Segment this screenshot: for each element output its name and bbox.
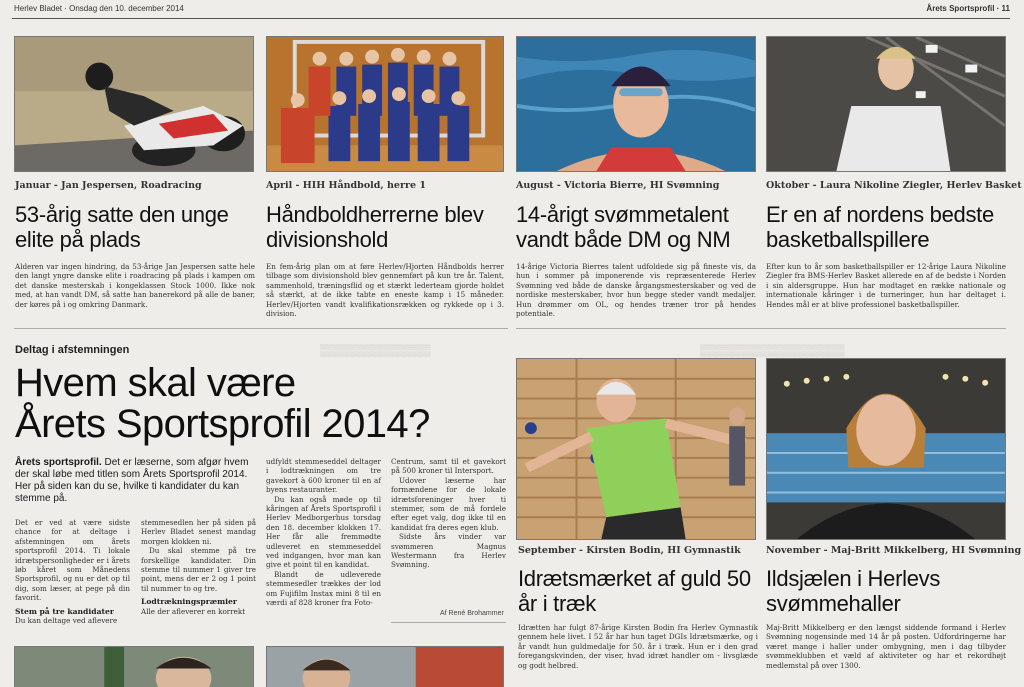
main-title-line1: Hvem skal være [15,361,296,405]
col4-para3: Sidste års vinder var svømmeren Magnus Westermann fra Herlev Svømning. [391,532,506,570]
col4-para: Centrum, samt til et gavekort på 500 kroner til Intersport. [391,457,506,476]
byline-rule [391,622,506,623]
main-col4 [391,457,506,570]
byline: Af René Brohammer [440,610,504,617]
col1-para: Det er ved at være sidste chance for at deltage i afstemningen om årets sportsprofil 2014. Ti lokale idrætspersonligheder er i årets løb kåret som Månedens Sportsprofil, og nu er det op til dig, som læser, at pege på din favorit. [15,518,130,603]
caption-april: April - HIH Håndbold, herre 1 [266,180,426,191]
photo-swim-chairwoman [766,358,1006,540]
lead-rest: Det er læserne, som afgør hvem der skal løbe med titlen som Årets Sportsprofil 2014. Her på siden kan du se, hvilke ti kandidater du kan stemme på. [15,457,249,504]
photo-gymnast [516,358,756,540]
headline-januar: 53-årig satte den unge elite på plads [15,202,229,252]
body-august: 14-årige Victoria Bierres talent udfoldede sig på fineste vis, da hun i sommer på imponerende vis repræsenterede Herlev Svømning ved både de danske årgangsmesterskaber og ved de nordiske mesterskaber, hvor hun begge steder vandt medaljer. Hun drømmer om OL, og hendes træner tror på hendes potentiale. [516,262,756,319]
headline-august: 14-årigt svømmetalent vandt både DM og NM [516,202,731,252]
col2-para: stemmesedlen her på siden på Herlev Bladet senest mandag morgen klokken ni. [141,518,256,546]
body-november: Maj-Britt Mikkelberg er den længst siddende formand i Herlev Svømning nogensinde med 14 år på posten. Udfordringerne har været mange i haller under ombygning, men i dag tilbyder svømmeklubben et væld af aktiviteter og har et rekordhøjt medlemstal på over 1300. [766,623,1006,670]
headline-april: Håndboldherrerne blev divisionshold [266,202,484,252]
page-header-right: Årets Sportsprofil · 11 [926,4,1010,13]
col2-subheading: Lodtrækningspræmier [141,597,237,607]
header-rule [12,18,1010,19]
photo-basketball-player [766,36,1006,172]
col2-para2: Du skal stemme på tre forskellige kandidater. Din stemme til nummer 1 giver tre point, mens der er 2 og 1 point til nummer to og tre. [141,546,256,593]
caption-oktober: Oktober - Laura Nikoline Ziegler, Herlev Basket [766,180,1022,191]
headline-november: Ildsjælen i Herlevs svømmehaller [766,566,941,616]
main-col2 [141,518,256,616]
col3-para2: Du kan også møde op til kåringen af Årets Sportsprofil i Herlev Medborgerhus torsdag den 18. december klokken 17. Her får alle fremmødte udleveret en stemmeseddel ved indgangen, hvor man kan give et point til en kandidat. [266,494,381,570]
main-col1 [15,518,130,625]
body-oktober: Efter kun to år som basketballspiller er 12-årige Laura Nikoline Ziegler fra BMS-Herlev Basket allerede en af de bedste i Norden i sin aldersgruppe. Hun har modtaget en række nationale og internationale kåringer i de turneringer, hun har deltaget i. Hendes mål er at blive professionel basketballspiller. [766,262,1006,309]
caption-september: September - Kirsten Bodin, HI Gymnastik [518,545,741,556]
bleed-through-text: ▒▒▒▒▒▒▒▒▒▒▒▒▒ [320,344,431,358]
lead-bold: Årets sportsprofil. [15,457,102,468]
col1-subheading: Stem på tre kandidater [15,606,114,616]
body-september: Idrætten har fulgt 87-årige Kirsten Bodin fra Herlev Gymnastik gennem hele livet. I 52 år har hun taget DGIs Idrætsmærke, og i år vandt hun guldmedalje for 50. år i træk. Hun er i den grad foregangskvinden, der viser, hvad idræt handler om - livsglæde og godt helbred. [518,623,758,670]
caption-august: August - Victoria Bierre, HI Svømning [516,180,720,191]
body-januar: Alderen var ingen hindring, da 53-årige Jan Jespersen satte hele den langt yngre danske elite i roadracing på plads i kampen om det danske mesterskab i kongeklassen Stock 1000. Ikke nok med, at han vandt DM, så satte han banerekord på alle de baner, der køres på i og omkring Danmark. [15,262,255,309]
bleed-through-text-right: ▒▒▒▒▒▒▒▒▒▒▒▒▒▒▒▒▒ [700,344,845,358]
caption-november: November - Maj-Britt Mikkelberg, HI Svømning [766,545,1022,556]
photo-swimmer [516,36,756,172]
section-rule-right [516,328,1006,329]
col4-para2: Udover læserne har formændene for de lokale idrætsforeninger hver ti stemmer, som de må fordele efter eget valg, dog ikke til en kandidat fra deres egen klub. [391,475,506,532]
col2-tail: Alle der afleverer en korrekt [141,606,246,616]
page-header-left: Herlev Bladet · Onsdag den 10. december 2014 [14,4,184,13]
col1-tail: Du kan deltage ved aflevere [15,616,118,626]
lead-paragraph [15,457,255,505]
section-rule [14,328,508,329]
photo-handball-team [266,36,504,172]
headline-september: Idrætsmærket af guld 50 år i træk [518,566,751,616]
photo-roadracing [14,36,254,172]
caption-januar: Januar - Jan Jespersen, Roadracing [15,180,202,191]
main-col3 [266,457,381,608]
main-title-line2: Årets Sportsprofil 2014? [15,402,430,446]
photo-bottom-left [14,646,254,687]
col3-para: udfyldt stemmeseddel deltager i lodtrækningen om tre gavekort à 600 kroner til en af byens restauranter. [266,457,381,495]
col3-para3: Blandt de udleverede stemmesedler trækkes der lod om Fujifilm Instax mini 8 til en værdi af 828 kroner fra Foto- [266,569,381,608]
kicker: Deltag i afstemningen [15,344,130,356]
body-april: En fem-årig plan om at føre Herlev/Hjorten Håndbolds herrer tilbage som divisionshold blev gennemført på kun tre år. Talent, sammenhold, træningsflid og et stærkt lederteam gjorde holdet så stærkt, at de ikke tabte en eneste kamp i 15 måneder. Herlev/Hjorten vandt kvalifikationsrækken og rykkede op i 3. division. [266,262,504,319]
headline-oktober: Er en af nordens bedste basketballspillere [766,202,994,252]
photo-bottom-center [266,646,504,687]
